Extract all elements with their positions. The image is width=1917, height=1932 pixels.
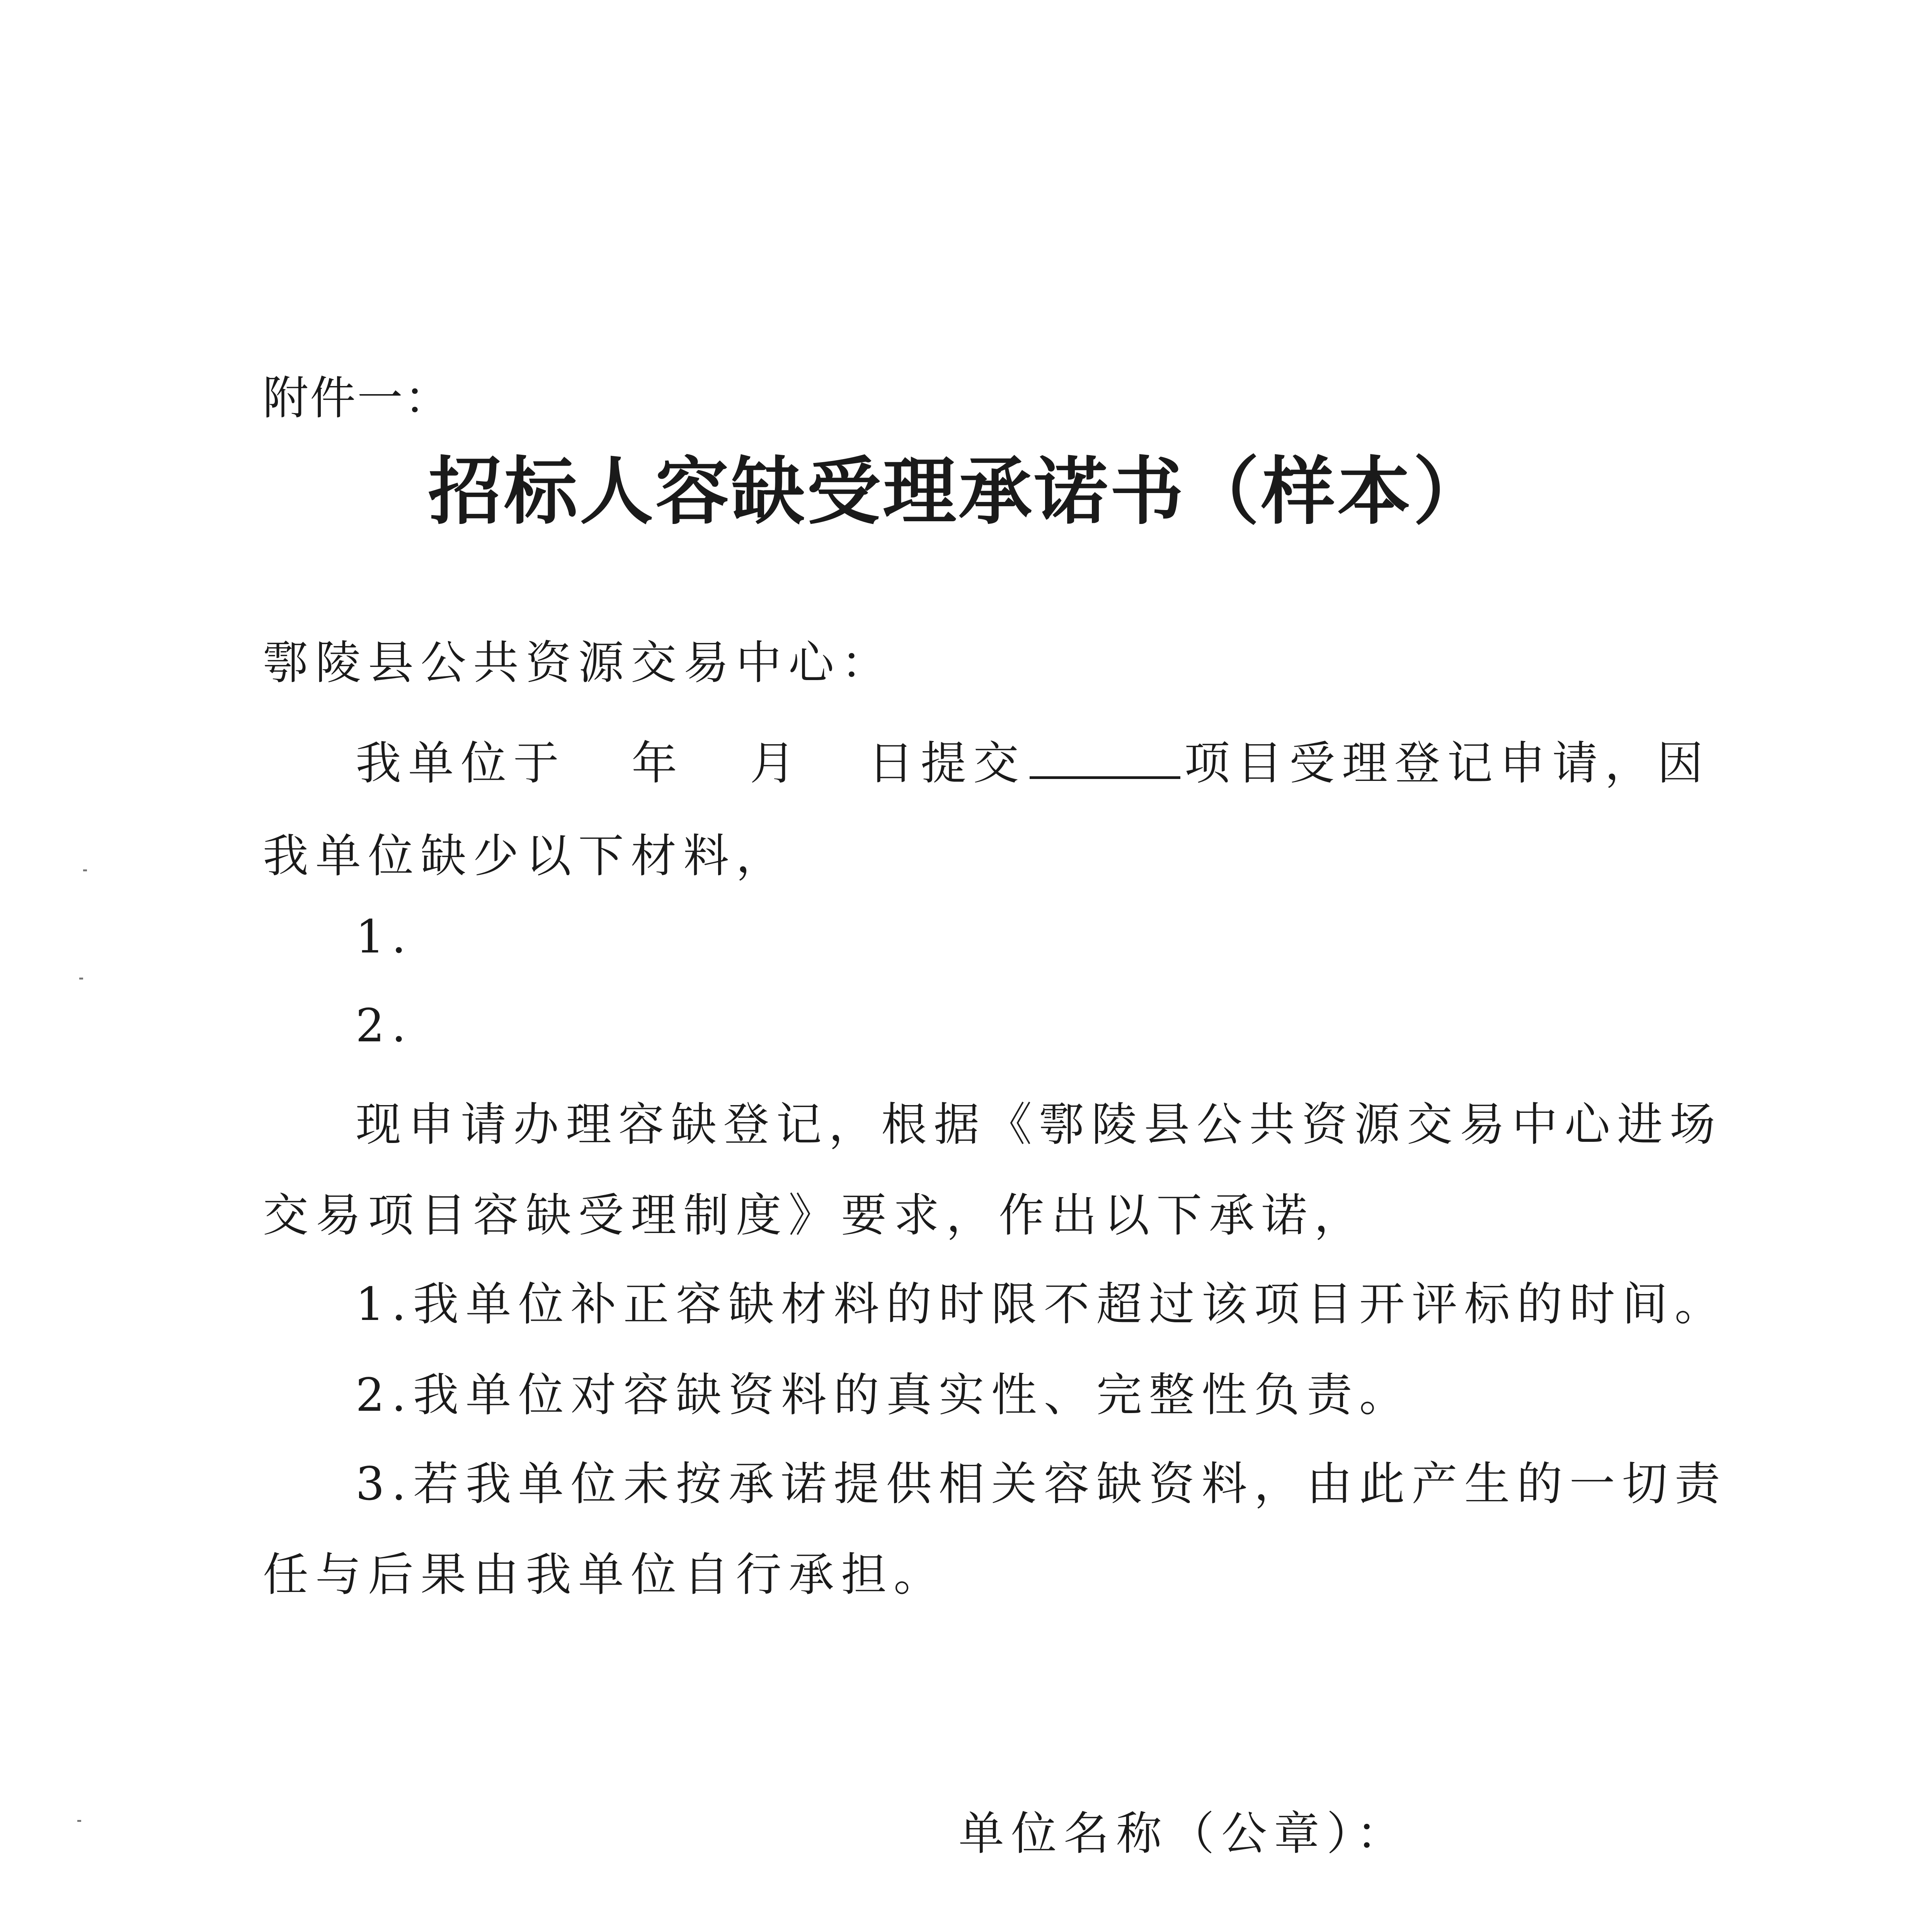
unit-name-seal-field: 单位名称（公章）： bbox=[958, 1807, 1409, 1860]
paragraph2-line1: 现申请办理容缺登记，根据《鄠陵县公共资源交易中心进场 bbox=[356, 1098, 1723, 1151]
paragraph1-day-submit: 日提交 bbox=[868, 736, 1026, 790]
commitment-2: 2.我单位对容缺资料的真实性、完整性负责。 bbox=[356, 1368, 1412, 1422]
paragraph1-suffix: 项目受理登记申请，因 bbox=[1184, 736, 1710, 790]
missing-item-2: 2. bbox=[356, 999, 413, 1052]
paragraph1-year: 年 bbox=[632, 736, 684, 790]
paragraph1-line1 bbox=[356, 726, 1710, 792]
paragraph2-line2: 交易项目容缺受理制度》要求，作出以下承诺， bbox=[263, 1189, 1367, 1242]
missing-item-1: 1. bbox=[356, 910, 413, 963]
scan-speck bbox=[83, 869, 87, 871]
attachment-label: 附件一： bbox=[263, 371, 452, 425]
scan-speck bbox=[77, 1820, 81, 1822]
paragraph1-prefix: 我单位于 bbox=[356, 736, 566, 790]
paragraph1-line2: 我单位缺少以下材料， bbox=[263, 829, 789, 883]
commitment-3-line1: 3.若我单位未按承诺提供相关容缺资料，由此产生的一切责 bbox=[356, 1457, 1727, 1510]
addressee: 鄠陵县公共资源交易中心： bbox=[263, 636, 894, 689]
commitment-3-line2: 任与后果由我单位自行承担。 bbox=[263, 1548, 947, 1601]
scan-speck bbox=[79, 978, 83, 980]
paragraph1-month: 月 bbox=[750, 736, 803, 790]
project-name-blank bbox=[1030, 739, 1180, 779]
document-title: 招标人容缺受理承诺书（样本） bbox=[428, 449, 1489, 534]
commitment-1: 1.我单位补正容缺材料的时限不超过该项目开评标的时间。 bbox=[356, 1277, 1727, 1331]
